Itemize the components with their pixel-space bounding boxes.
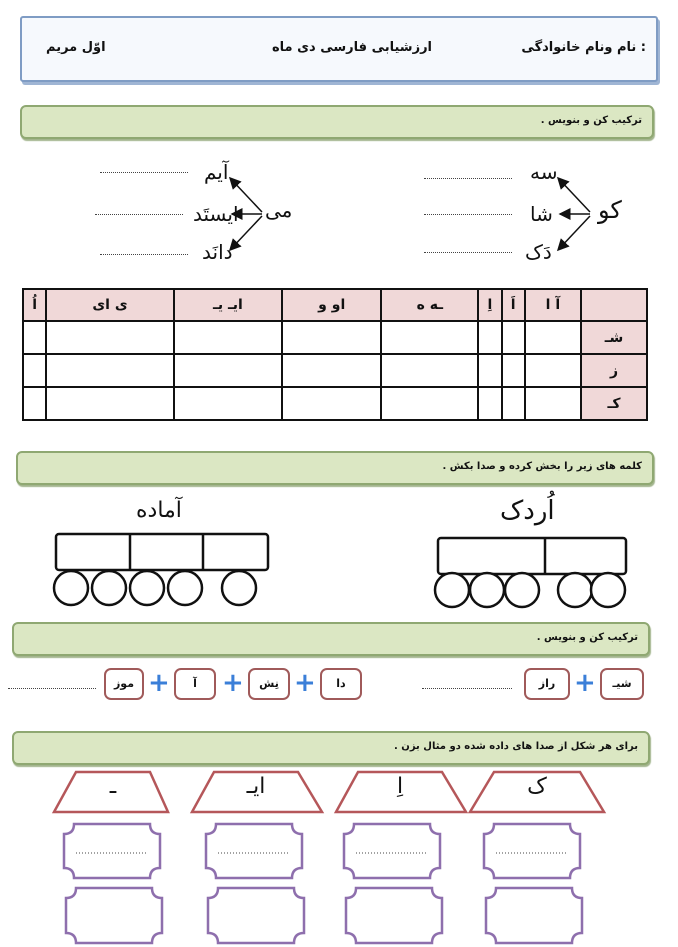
section3-instruction: ترکیب کن و بنویس . [536, 632, 638, 643]
answer-line[interactable] [424, 214, 512, 215]
ending-se: سه [530, 160, 558, 184]
table-row [23, 321, 647, 354]
syllable-tag: راز [524, 668, 570, 700]
table-row-header: شـ [581, 321, 647, 354]
worksheet-header [20, 16, 658, 82]
wheel [54, 571, 88, 605]
letter-i: ایـ [246, 774, 266, 799]
answer-box[interactable] [208, 888, 304, 943]
wheel [591, 573, 625, 607]
table-cell[interactable] [46, 354, 173, 387]
wheel [168, 571, 202, 605]
table-cell[interactable] [46, 387, 173, 420]
wheel [130, 571, 164, 605]
answer-box[interactable] [64, 824, 160, 878]
answer-line[interactable] [100, 172, 188, 173]
table-cell[interactable] [478, 354, 501, 387]
plus-icon: + [222, 668, 244, 698]
table-row [23, 354, 647, 387]
table-header-row [23, 289, 647, 321]
grade-label: اوّل مریم [46, 40, 106, 55]
answer-box[interactable] [486, 888, 582, 943]
table-cell[interactable] [282, 387, 381, 420]
table-cell[interactable] [478, 387, 501, 420]
combine-arrows [0, 150, 678, 270]
train-car [56, 534, 268, 570]
wheel [470, 573, 504, 607]
table-cell[interactable] [525, 321, 581, 354]
syllable-table [22, 288, 648, 421]
table-cell[interactable] [381, 387, 478, 420]
table-cell[interactable] [174, 321, 282, 354]
answer-box[interactable] [344, 824, 440, 878]
syllable-tag: آ [174, 668, 216, 700]
wheel [92, 571, 126, 605]
table-cell[interactable] [478, 321, 501, 354]
wheel [435, 573, 469, 607]
table-cell[interactable] [23, 387, 46, 420]
answer-box[interactable] [346, 888, 442, 943]
plus-icon: + [294, 668, 316, 698]
table-row [23, 387, 647, 420]
section3-instruction-bar [12, 622, 650, 656]
table-cell[interactable] [174, 387, 282, 420]
stem-mi: می [265, 198, 293, 222]
answer-line[interactable] [100, 254, 188, 255]
answer-box[interactable] [66, 888, 162, 943]
section2-instruction-bar [16, 451, 654, 485]
table-corner-cell [581, 289, 647, 321]
answer-box[interactable] [484, 824, 580, 878]
table-column-header: آ ا [525, 289, 581, 321]
table-cell[interactable] [381, 321, 478, 354]
table-column-header: اَ [502, 289, 525, 321]
table-cell[interactable] [502, 321, 525, 354]
table-row-header: کـ [581, 387, 647, 420]
table-column-header: او و [282, 289, 381, 321]
plus-icon: + [148, 668, 170, 698]
student-name-label: نام ونام خانوادگی : [521, 40, 646, 55]
ending-dak: دَک [525, 240, 552, 264]
word-amadeh: آماده [136, 498, 182, 523]
answer-line[interactable] [95, 214, 183, 215]
syllable-tag: شیـ [600, 668, 644, 700]
ending-ayam: آیم [204, 160, 229, 184]
table-cell[interactable] [174, 354, 282, 387]
table-column-header: ی ای [46, 289, 173, 321]
answer-line[interactable] [8, 688, 96, 689]
section4-instruction-bar [12, 731, 650, 765]
ending-istad: ایستَد [193, 202, 239, 226]
table-cell[interactable] [502, 387, 525, 420]
table-column-header: اُ [23, 289, 46, 321]
syllable-tag: نِش [248, 668, 290, 700]
syllable-trains [40, 530, 640, 612]
answer-line[interactable] [424, 178, 512, 179]
letter-e: اِ [396, 774, 404, 799]
table-column-header: اِ [478, 289, 501, 321]
table-row-header: ز [581, 354, 647, 387]
letter-he: ـ [109, 774, 117, 799]
table-cell[interactable] [525, 354, 581, 387]
ending-danad: دانَد [202, 240, 233, 264]
table-column-header: ایـ یـ [174, 289, 282, 321]
section1-instruction-bar [20, 105, 654, 139]
stem-ko: کو [598, 196, 622, 224]
syllable-tag: موز [104, 668, 144, 700]
answer-line[interactable] [422, 688, 512, 689]
answer-line[interactable] [424, 252, 512, 253]
answer-box[interactable] [206, 824, 302, 878]
plus-icon: + [574, 668, 596, 698]
wheel [558, 573, 592, 607]
section2-instruction: کلمه های زیر را بخش کرده و صدا بکش . [442, 461, 642, 472]
table-cell[interactable] [525, 387, 581, 420]
syllable-tag: دا [320, 668, 362, 700]
worksheet-title: ارزشیابی فارسی دی ماه [272, 40, 433, 55]
ending-sha: شا [530, 202, 553, 226]
table-cell[interactable] [381, 354, 478, 387]
table-column-header: ـه ه [381, 289, 478, 321]
table-cell[interactable] [46, 321, 173, 354]
wheel [222, 571, 256, 605]
train-car [438, 538, 626, 574]
word-ordak: اُردک [500, 496, 555, 526]
table-cell[interactable] [502, 354, 525, 387]
table-cell[interactable] [282, 354, 381, 387]
table-cell[interactable] [23, 321, 46, 354]
wheel [505, 573, 539, 607]
table-cell[interactable] [23, 354, 46, 387]
section1-instruction: ترکیب کن و بنویس . [540, 115, 642, 126]
section4-instruction: برای هر شکل از صدا های داده شده دو مثال بزن . [394, 741, 638, 752]
letter-kaf: ک [527, 774, 547, 799]
table-cell[interactable] [282, 321, 381, 354]
